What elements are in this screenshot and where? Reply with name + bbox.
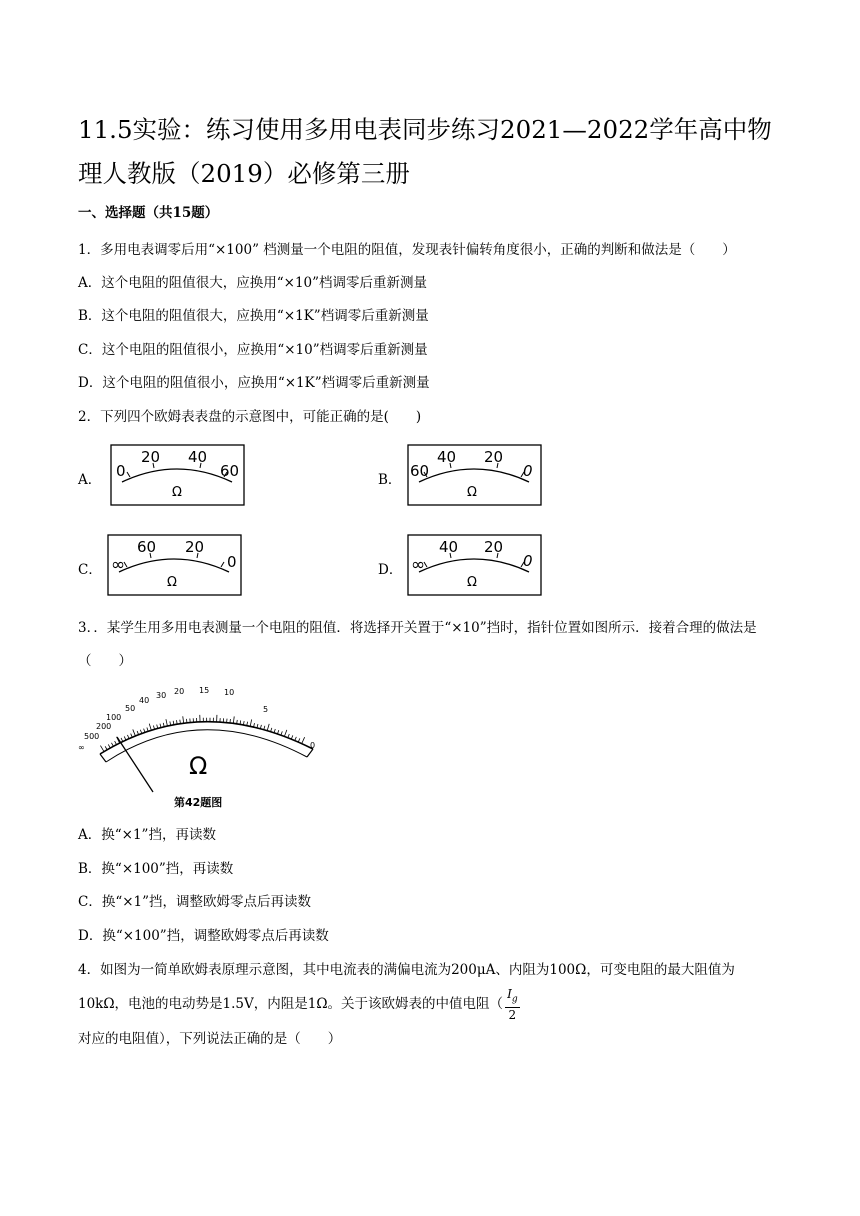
q2-dial-c bbox=[107, 534, 242, 596]
q1-stem: 1．多用电表调零后用“×100” 档测量一个电阻的阻值，发现表针偏转角度很小，正确的判断和做法是（ ） bbox=[78, 242, 736, 258]
q2-dial-a-label: A． bbox=[78, 472, 102, 488]
q3-scale-tick bbox=[302, 737, 305, 743]
dial-a-tick-4: 60 bbox=[220, 462, 240, 480]
q3-option-c: C．换“×1”挡，调整欧姆零点后再读数 bbox=[78, 894, 312, 910]
q3-option-b: B．换“×100”挡，再读数 bbox=[78, 861, 234, 877]
q3-scale-tick bbox=[183, 716, 184, 723]
dial-c-tick-2: 60 bbox=[137, 538, 157, 556]
q3-scale-label-inf: ∞ bbox=[78, 743, 85, 752]
q3-scale-tick bbox=[100, 746, 104, 752]
q3-scale-label-15: 15 bbox=[199, 686, 210, 695]
q1-option-b: B．这个电阻的阻值很大，应换用“×1K”档调零后重新测量 bbox=[78, 308, 429, 324]
dial-c-tick-1: ∞ bbox=[111, 555, 126, 575]
q1-option-a: A．这个电阻的阻值很大，应换用“×10”档调零后重新测量 bbox=[78, 275, 428, 291]
q3-option-d: D．换“×100”挡，调整欧姆零点后再读数 bbox=[78, 928, 329, 944]
q3-scale-label-100: 100 bbox=[106, 713, 122, 722]
q3-option-a: A．换“×1”挡，再读数 bbox=[78, 827, 216, 843]
dial-d-unit: Ω bbox=[467, 575, 477, 590]
q3-scale-tick bbox=[284, 730, 286, 737]
dial-c-unit: Ω bbox=[167, 575, 177, 590]
dial-b-tick-4: 0 bbox=[523, 462, 533, 480]
page-title: 11.5实验：练习使用多用电表同步练习2021—2022学年高中物理人教版（2019）必修第三册 bbox=[78, 115, 772, 188]
q2-dial-d-label: D． bbox=[378, 562, 403, 578]
q2-stem: 2．下列四个欧姆表表盘的示意图中，可能正确的是( ) bbox=[78, 409, 422, 425]
dial-d-tick-4: 0 bbox=[523, 552, 533, 570]
dial-a-tick-1: 0 bbox=[116, 462, 126, 480]
q3-scale-label-10: 10 bbox=[224, 688, 235, 697]
dial-c-tick-4: 0 bbox=[227, 553, 237, 571]
q2-dial-c-label: C． bbox=[78, 562, 102, 578]
q4-fraction-subscript: g bbox=[511, 994, 518, 1005]
q3-scale-tick bbox=[133, 729, 136, 735]
dial-b-tick-1: 60 bbox=[410, 462, 430, 480]
q4-stem-part-2: 对应的电阻值），下列说法正确的是（ ） bbox=[78, 1030, 342, 1047]
q4-fraction-numerator: I bbox=[507, 987, 512, 1002]
q1-option-c: C．这个电阻的阻值很小，应换用“×10”档调零后重新测量 bbox=[78, 342, 428, 358]
q3-scale-label-5: 5 bbox=[263, 705, 269, 714]
dial-d-tick-3: 20 bbox=[484, 538, 504, 556]
q3-figure-caption: 第42题图 bbox=[174, 796, 223, 809]
q2-dial-a bbox=[110, 444, 245, 506]
dial-d-tick-2: 40 bbox=[439, 538, 459, 556]
q2-dial-b bbox=[407, 444, 542, 506]
q1-option-d: D．这个电阻的阻值很小，应换用“×1K”档调零后重新测量 bbox=[78, 375, 430, 391]
q3-scale-label-200: 200 bbox=[96, 722, 112, 731]
q3-scale-label-500: 500 bbox=[84, 732, 100, 741]
q2-dial-d bbox=[407, 534, 542, 596]
q3-needle bbox=[117, 737, 153, 792]
q3-scale-tick bbox=[233, 716, 234, 723]
dial-a-tick-2: 20 bbox=[141, 448, 161, 466]
q3-scale-tick bbox=[149, 724, 151, 731]
q3-scale-tick bbox=[250, 719, 251, 726]
dial-a-unit: Ω bbox=[172, 485, 182, 500]
q2-dial-b-label: B． bbox=[378, 472, 402, 488]
q4-stem-part-1: 4．如图为一简单欧姆表原理示意图，其中电流表的满偏电流为200μA、内阻为100Ω，可变电阻的最大阻值为10kΩ，电池的电动势是1.5V，内阻是1Ω。关于该欧姆表的中值电阻（ bbox=[78, 962, 735, 1012]
section-heading: 一、选择题（共15题） bbox=[78, 205, 219, 221]
dial-a-tick-3: 40 bbox=[188, 448, 208, 466]
q3-scale-tick bbox=[267, 724, 269, 731]
q3-ohm-scale-figure bbox=[78, 682, 328, 810]
q3-scale-label-20: 20 bbox=[174, 687, 185, 696]
q3-ohm-symbol: Ω bbox=[189, 752, 208, 780]
q3-scale-tick bbox=[166, 719, 167, 726]
q4-fraction bbox=[505, 987, 520, 1021]
q4-fraction-denominator: 2 bbox=[508, 1007, 517, 1022]
dial-b-tick-2: 40 bbox=[437, 448, 457, 466]
dial-b-unit: Ω bbox=[467, 485, 477, 500]
q3-scale-label-0: 0 bbox=[310, 741, 316, 750]
q3-stem: 3．．某学生用多用电表测量一个电阻的阻值．将选择开关置于“×10”挡时，指针位置如图所示．接着合理的做法是（ ） bbox=[78, 620, 757, 669]
dial-c-tick-3: 20 bbox=[185, 538, 205, 556]
q4-stem bbox=[78, 953, 784, 1056]
q3-scale-label-30: 30 bbox=[156, 691, 167, 700]
dial-d-tick-1: ∞ bbox=[411, 555, 426, 575]
dial-b-tick-3: 20 bbox=[484, 448, 504, 466]
q3-scale-label-50: 50 bbox=[125, 704, 136, 713]
q3-scale-label-40: 40 bbox=[139, 696, 150, 705]
